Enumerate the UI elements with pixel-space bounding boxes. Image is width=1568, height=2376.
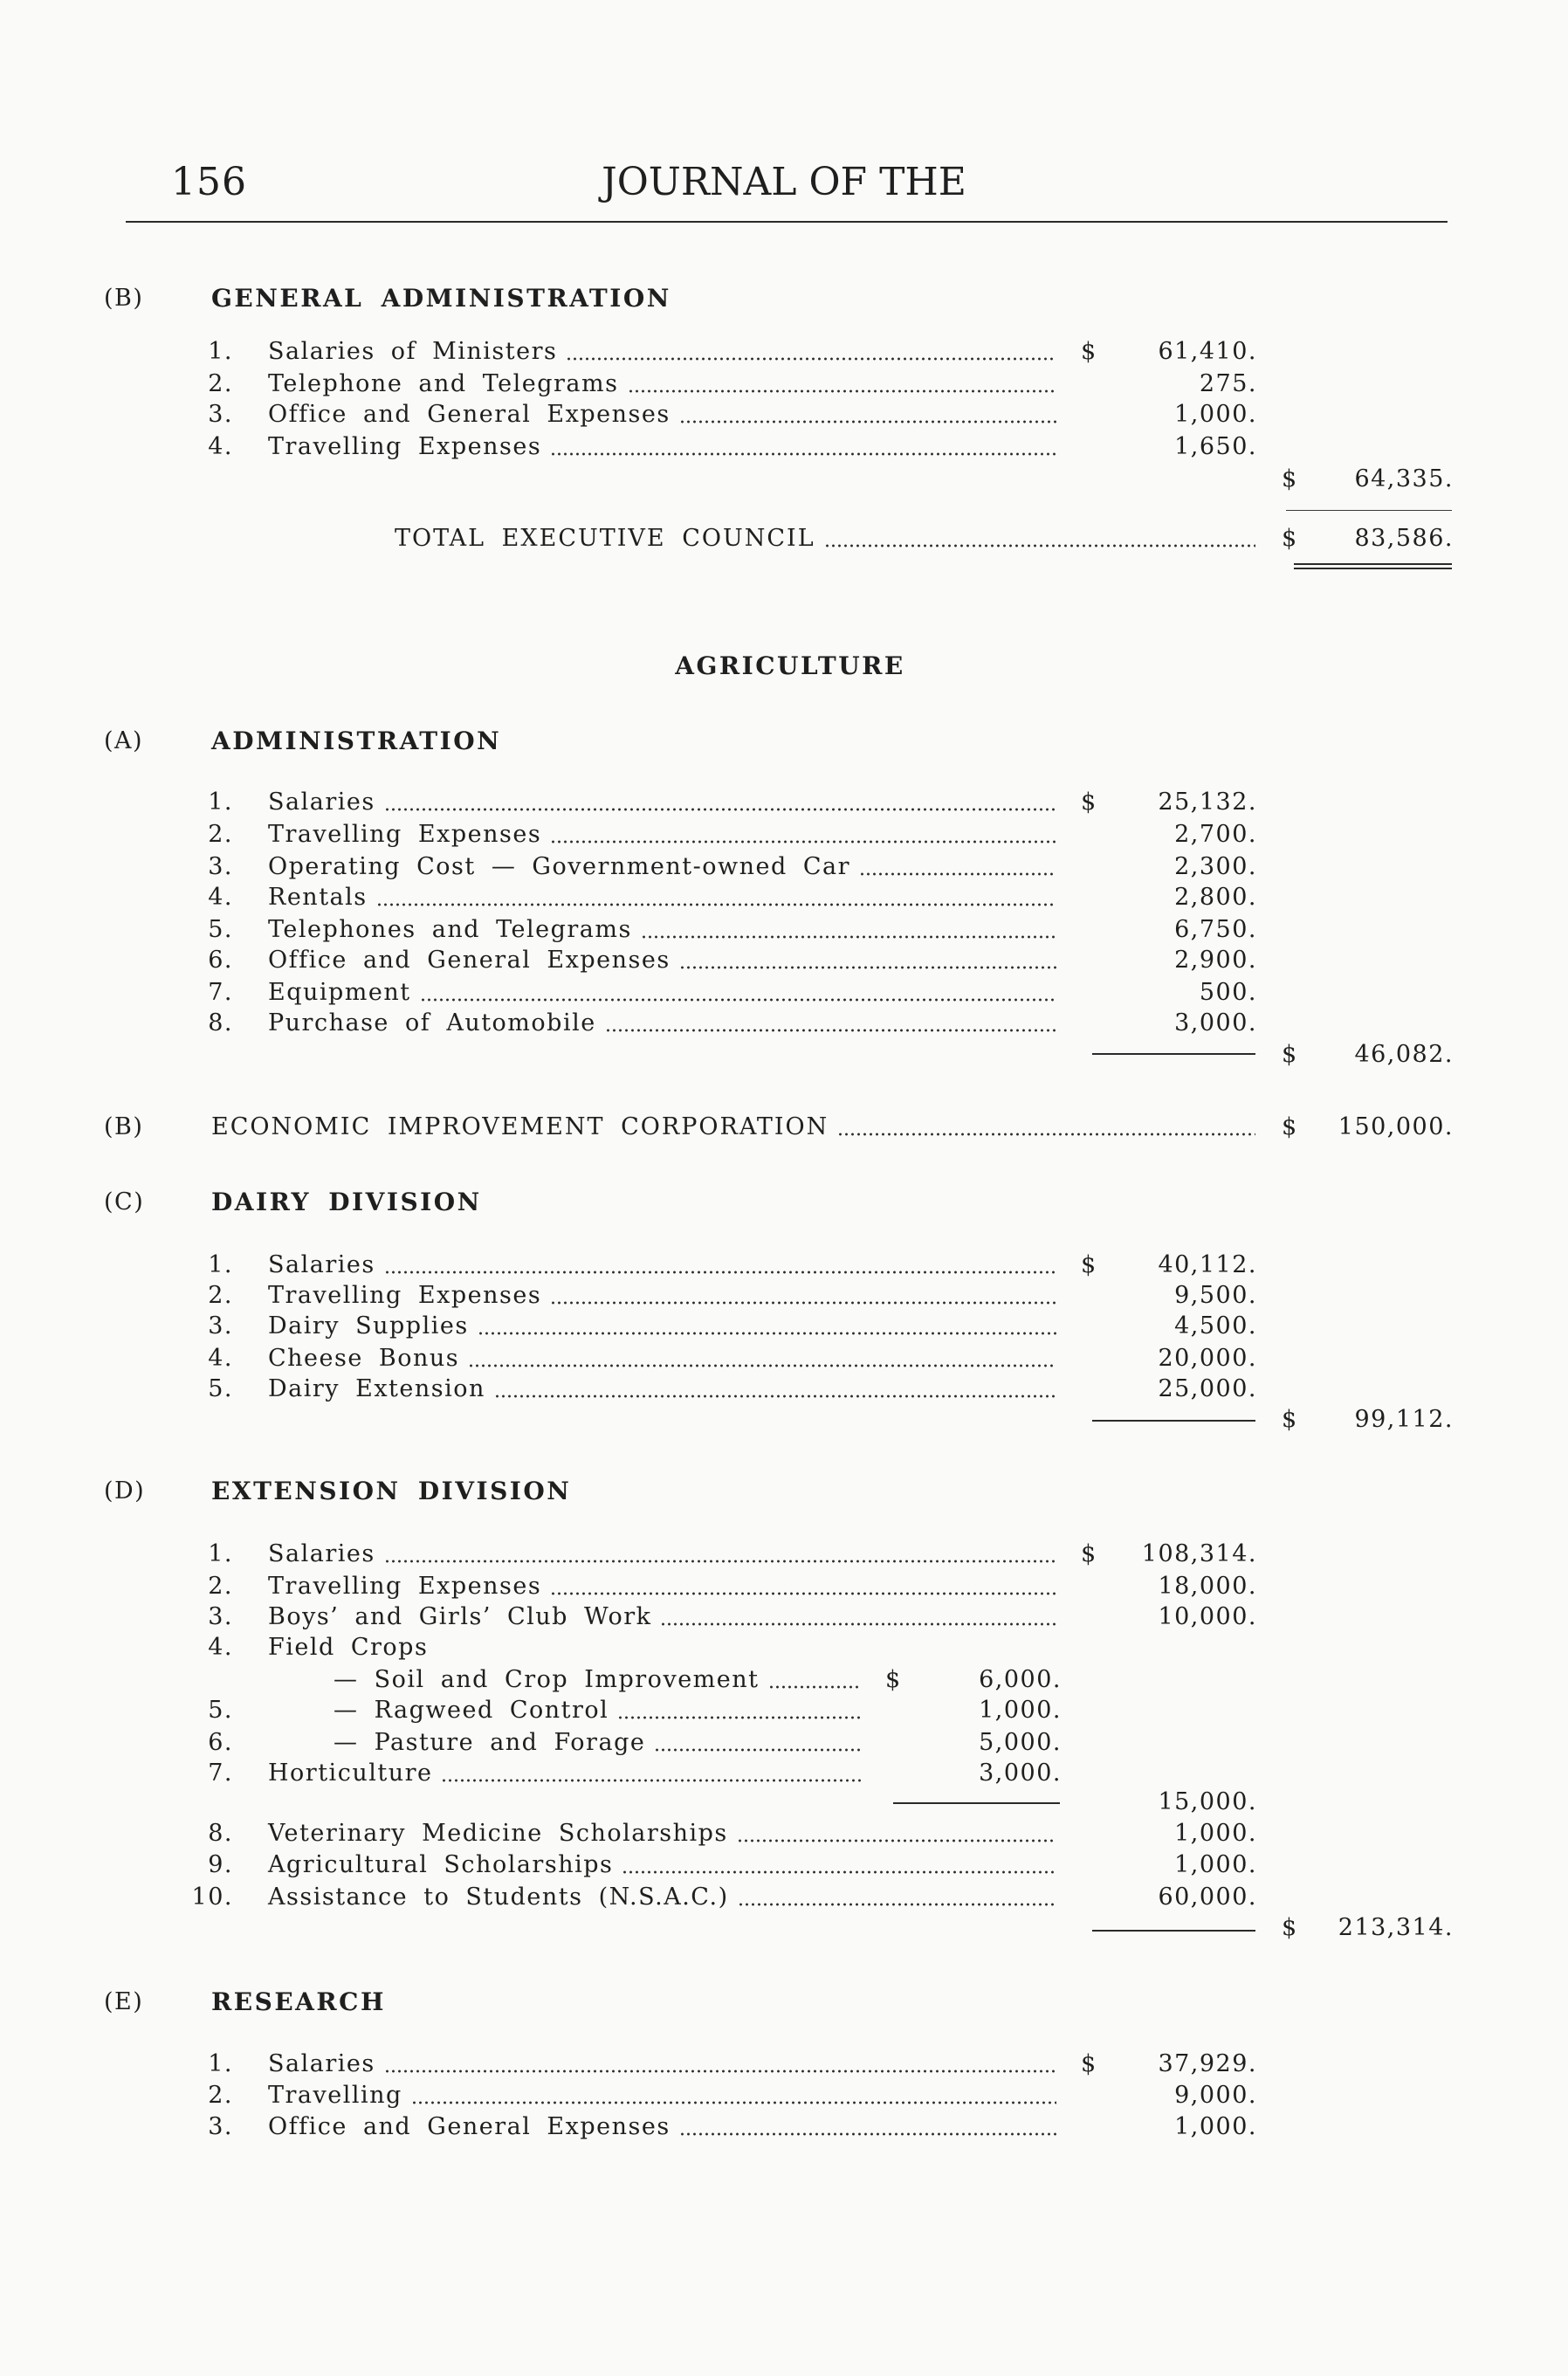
section-heading-extension-division [0,1476,1568,1507]
item-description: Travelling Expenses [268,821,542,848]
line-item [0,399,1568,430]
item-leader [268,787,1056,818]
line-item [0,2111,1568,2143]
item-leader [268,1250,1056,1281]
dot-leader [468,1343,1056,1374]
dot-leader [478,1311,1056,1342]
sub-line-item [0,1695,1568,1726]
item-amount: 1,650. [1174,433,1257,460]
section-heading-administration [0,726,1568,757]
item-number: 2. [208,1573,233,1600]
item-number: 1. [208,1251,233,1278]
item-description: Purchase of Automobile [268,1009,596,1036]
item-description: Rentals [268,884,368,911]
line-item [0,787,1568,818]
item-number: 9. [208,1851,233,1878]
sub-subtotal-row [0,1787,1568,1818]
item-leader [268,1818,1056,1849]
dot-leader [384,2049,1056,2080]
currency-sign: $ [1282,1113,1298,1140]
item-number: 7. [208,1760,233,1787]
dot-leader [859,851,1056,883]
item-description: — Soil and Crop Improvement [334,1666,760,1693]
item-leader [268,1758,861,1789]
dot-leader [550,1571,1056,1602]
page-number: 156 [171,160,247,204]
dot-leader [384,1250,1056,1281]
section-total-row [0,1039,1568,1071]
section-total-row [0,1912,1568,1944]
double-underline [1294,563,1452,569]
section-title: ECONOMIC IMPROVEMENT CORPORATION [211,1113,829,1140]
item-amount: 60,000. [1158,1884,1257,1911]
grand-total-leader [395,523,1255,554]
line-item [0,1280,1568,1312]
line-item [0,1250,1568,1281]
item-number: 4. [208,884,233,911]
line-item [0,1008,1568,1039]
item-amount: 2,300. [1174,853,1257,880]
currency-sign: $ [1282,465,1298,492]
item-leader [268,1280,1056,1312]
item-description: Dairy Supplies [268,1312,469,1340]
item-description: Cheese Bonus [268,1345,460,1372]
item-number: 6. [208,947,233,974]
currency-sign: $ [1282,1406,1298,1433]
dot-leader [411,2080,1056,2111]
item-leader [268,1882,1056,1913]
item-description: — Ragweed Control [334,1697,609,1724]
item-number: 3. [208,853,233,880]
item-amount: 1,000. [1174,1851,1257,1878]
item-description: Travelling [268,2082,402,2109]
grand-total-label: TOTAL EXECUTIVE COUNCIL [395,525,815,552]
currency-sign: $ [1282,1041,1298,1068]
item-description: Telephone and Telegrams [268,370,619,397]
dot-leader [566,336,1056,368]
item-amount: 1,000. [1174,2113,1257,2140]
sub-line-item [0,1727,1568,1759]
sub-item-amount: 1,000. [979,1697,1062,1724]
section-heading-research [0,1987,1568,2018]
dot-leader [550,431,1056,463]
line-item [0,945,1568,976]
item-leader [334,1727,861,1759]
item-number: 6. [208,1729,233,1756]
dot-leader [679,2111,1056,2143]
item-description: Salaries [268,789,375,816]
item-number: 3. [208,401,233,428]
item-leader [268,1343,1056,1374]
item-number: 10. [191,1884,233,1911]
item-amount: 2,900. [1174,947,1257,974]
item-description: Dairy Extension [268,1375,485,1402]
line-item [0,1849,1568,1881]
item-leader [268,1374,1056,1405]
item-description: Equipment [268,979,411,1006]
line-item [0,882,1568,913]
item-number: 4. [208,1345,233,1372]
item-amount: 1,000. [1174,1820,1257,1847]
item-leader [268,819,1056,851]
item-amount: 3,000. [1174,1009,1257,1036]
item-description: Salaries [268,2050,375,2077]
sub-line-item [0,1664,1568,1696]
dot-leader [679,399,1056,430]
currency-sign: $ [1081,789,1097,816]
line-item [0,336,1568,368]
dot-leader [660,1601,1056,1633]
section-total: 46,082. [1354,1041,1454,1068]
dot-leader [768,1664,862,1696]
item-amount: 9,500. [1174,1282,1257,1309]
section-title: ADMINISTRATION [211,727,502,755]
section-heading-economic-improvement [0,1112,1568,1143]
section-title: DAIRY DIVISION [211,1188,482,1216]
header-rule [126,221,1448,223]
item-amount: 2,700. [1174,821,1257,848]
item-amount: 37,929. [1158,2050,1257,2077]
currency-sign: $ [1081,338,1097,365]
item-description: Travelling Expenses [268,1282,542,1309]
section-total: 64,335. [1354,465,1454,492]
item-leader [268,1601,1056,1633]
item-number: 5. [208,1375,233,1402]
dot-leader [679,945,1056,976]
item-amount: 18,000. [1158,1573,1257,1600]
item-amount: 25,132. [1158,789,1257,816]
dot-leader [376,882,1056,913]
item-description: Salaries [268,1540,375,1567]
item-description: Salaries of Ministers [268,338,558,365]
item-leader [268,399,1056,430]
dot-leader [737,1818,1056,1849]
section-label: (C) [104,1188,145,1216]
item-leader [268,1311,1056,1342]
item-description: Field Crops [268,1634,429,1661]
item-leader [268,1571,1056,1602]
sub-item-amount: 3,000. [979,1760,1062,1787]
line-item [0,1539,1568,1570]
dot-leader [824,523,1255,554]
dot-leader [628,368,1057,400]
item-description: Travelling Expenses [268,1573,542,1600]
dot-leader [550,1280,1056,1312]
item-description: Agricultural Scholarships [268,1851,614,1878]
item-number: 3. [208,2113,233,2140]
item-amount: 6,750. [1174,916,1257,943]
item-description: Travelling Expenses [268,433,542,460]
line-item [0,368,1568,400]
item-amount: 2,800. [1174,884,1257,911]
item-description: — Pasture and Forage [334,1729,646,1756]
item-leader [268,977,1056,1009]
line-item [0,1374,1568,1405]
sub-item-amount: 5,000. [979,1729,1062,1756]
line-item [0,1571,1568,1602]
item-amount: 40,112. [1158,1251,1257,1278]
item-number: 3. [208,1312,233,1340]
section-label: (B) [104,285,144,312]
currency-sign: $ [1282,525,1298,552]
line-item [0,431,1568,463]
item-number: 4. [208,1634,233,1661]
dot-leader [641,914,1056,946]
line-item [0,914,1568,946]
section-total: 150,000. [1338,1113,1454,1140]
dot-leader [837,1112,1255,1143]
item-description: Telephones and Telegrams [268,916,632,943]
item-amount: 108,314. [1141,1540,1257,1567]
item-leader [268,368,1056,400]
item-leader [268,336,1056,368]
section-label: (E) [104,1988,144,2015]
item-number: 1. [208,1540,233,1567]
item-number: 1. [208,338,233,365]
item-number: 2. [208,821,233,848]
line-item [0,851,1568,883]
item-number: 1. [208,2050,233,2077]
item-leader [268,914,1056,946]
sub-item-amount: 6,000. [979,1666,1062,1693]
item-leader [268,1539,1056,1570]
currency-sign: $ [1081,2050,1097,2077]
line-item [0,1601,1568,1633]
item-amount: 1,000. [1174,401,1257,428]
currency-sign: $ [1081,1540,1097,1567]
dot-leader [617,1695,861,1726]
line-item [0,819,1568,851]
item-number [166,1664,233,1696]
item-leader [268,2080,1056,2111]
section-label: (B) [104,1113,144,1140]
department-title: AGRICULTURE [675,651,905,680]
currency-sign: $ [1282,1914,1298,1941]
dot-leader [420,977,1056,1009]
dot-leader [605,1008,1056,1039]
section-heading-general-administration [0,283,1568,314]
currency-sign: $ [1081,1251,1097,1278]
item-number: 2. [208,370,233,397]
item-number: 2. [208,2082,233,2109]
line-item [0,2080,1568,2111]
dot-leader [738,1882,1056,1913]
item-number: 8. [208,1820,233,1847]
running-title: JOURNAL OF THE [602,160,966,204]
section-label: (A) [104,727,144,754]
line-item [0,2049,1568,2080]
item-description: Assistance to Students (N.S.A.C.) [268,1884,729,1911]
item-number: 7. [208,979,233,1006]
item-leader [268,431,1056,463]
item-amount: 275. [1199,370,1257,397]
section-label: (D) [104,1477,146,1505]
section-total: 99,112. [1354,1406,1454,1433]
item-number: 5. [208,916,233,943]
item-amount: 10,000. [1158,1603,1257,1630]
item-description: Boys’ and Girls’ Club Work [268,1603,652,1630]
item-leader [268,1849,1056,1881]
dot-leader [441,1758,861,1789]
item-description: Office and General Expenses [268,401,671,428]
section-title: RESEARCH [211,1987,386,2016]
section-total-row [0,464,1568,495]
item-number: 8. [208,1009,233,1036]
line-item [0,1343,1568,1374]
sub-subtotal: 15,000. [1158,1788,1257,1815]
item-amount: 20,000. [1158,1345,1257,1372]
item-leader [268,945,1056,976]
dot-leader [384,1539,1056,1570]
dot-leader [494,1374,1056,1405]
item-leader [334,1664,861,1696]
item-number: 4. [208,433,233,460]
sub-line-item [0,1758,1568,1789]
item-amount: 500. [1199,979,1257,1006]
currency-sign: $ [885,1666,902,1693]
section-heading-dairy-division [0,1187,1568,1218]
item-description: Horticulture [268,1760,433,1787]
section-total-row [0,1404,1568,1436]
item-description: Salaries [268,1251,375,1278]
item-number: 5. [208,1697,233,1724]
item-number: 3. [208,1603,233,1630]
line-item [0,1882,1568,1913]
section-title: EXTENSION DIVISION [211,1477,572,1505]
section-total: 213,314. [1338,1914,1454,1941]
item-number: 2. [208,1282,233,1309]
item-leader [334,1695,861,1726]
dot-leader [622,1849,1056,1881]
item-leader [268,851,1056,883]
item-leader [268,1632,1056,1663]
total-rule [1286,510,1452,511]
item-description: Veterinary Medicine Scholarships [268,1820,728,1847]
item-amount: 4,500. [1174,1312,1257,1340]
line-item-group [0,1632,1568,1663]
item-leader [268,2111,1056,2143]
item-description: Office and General Expenses [268,2113,671,2140]
item-amount: 9,000. [1174,2082,1257,2109]
item-description: Office and General Expenses [268,947,671,974]
line-item [0,1818,1568,1849]
grand-total-amount: 83,586. [1354,525,1454,552]
item-leader [268,2049,1056,2080]
dot-leader [384,787,1056,818]
item-leader [268,1008,1056,1039]
item-description: Operating Cost — Government-owned Car [268,853,850,880]
item-amount: 61,410. [1158,338,1257,365]
item-leader [268,882,1056,913]
section-leader [211,1112,1255,1143]
section-title: GENERAL ADMINISTRATION [211,284,671,313]
line-item [0,1311,1568,1342]
dot-leader [654,1727,861,1759]
item-number: 1. [208,789,233,816]
grand-total-row [0,523,1568,554]
line-item [0,977,1568,1009]
item-amount: 25,000. [1158,1375,1257,1402]
dot-leader [550,819,1056,851]
